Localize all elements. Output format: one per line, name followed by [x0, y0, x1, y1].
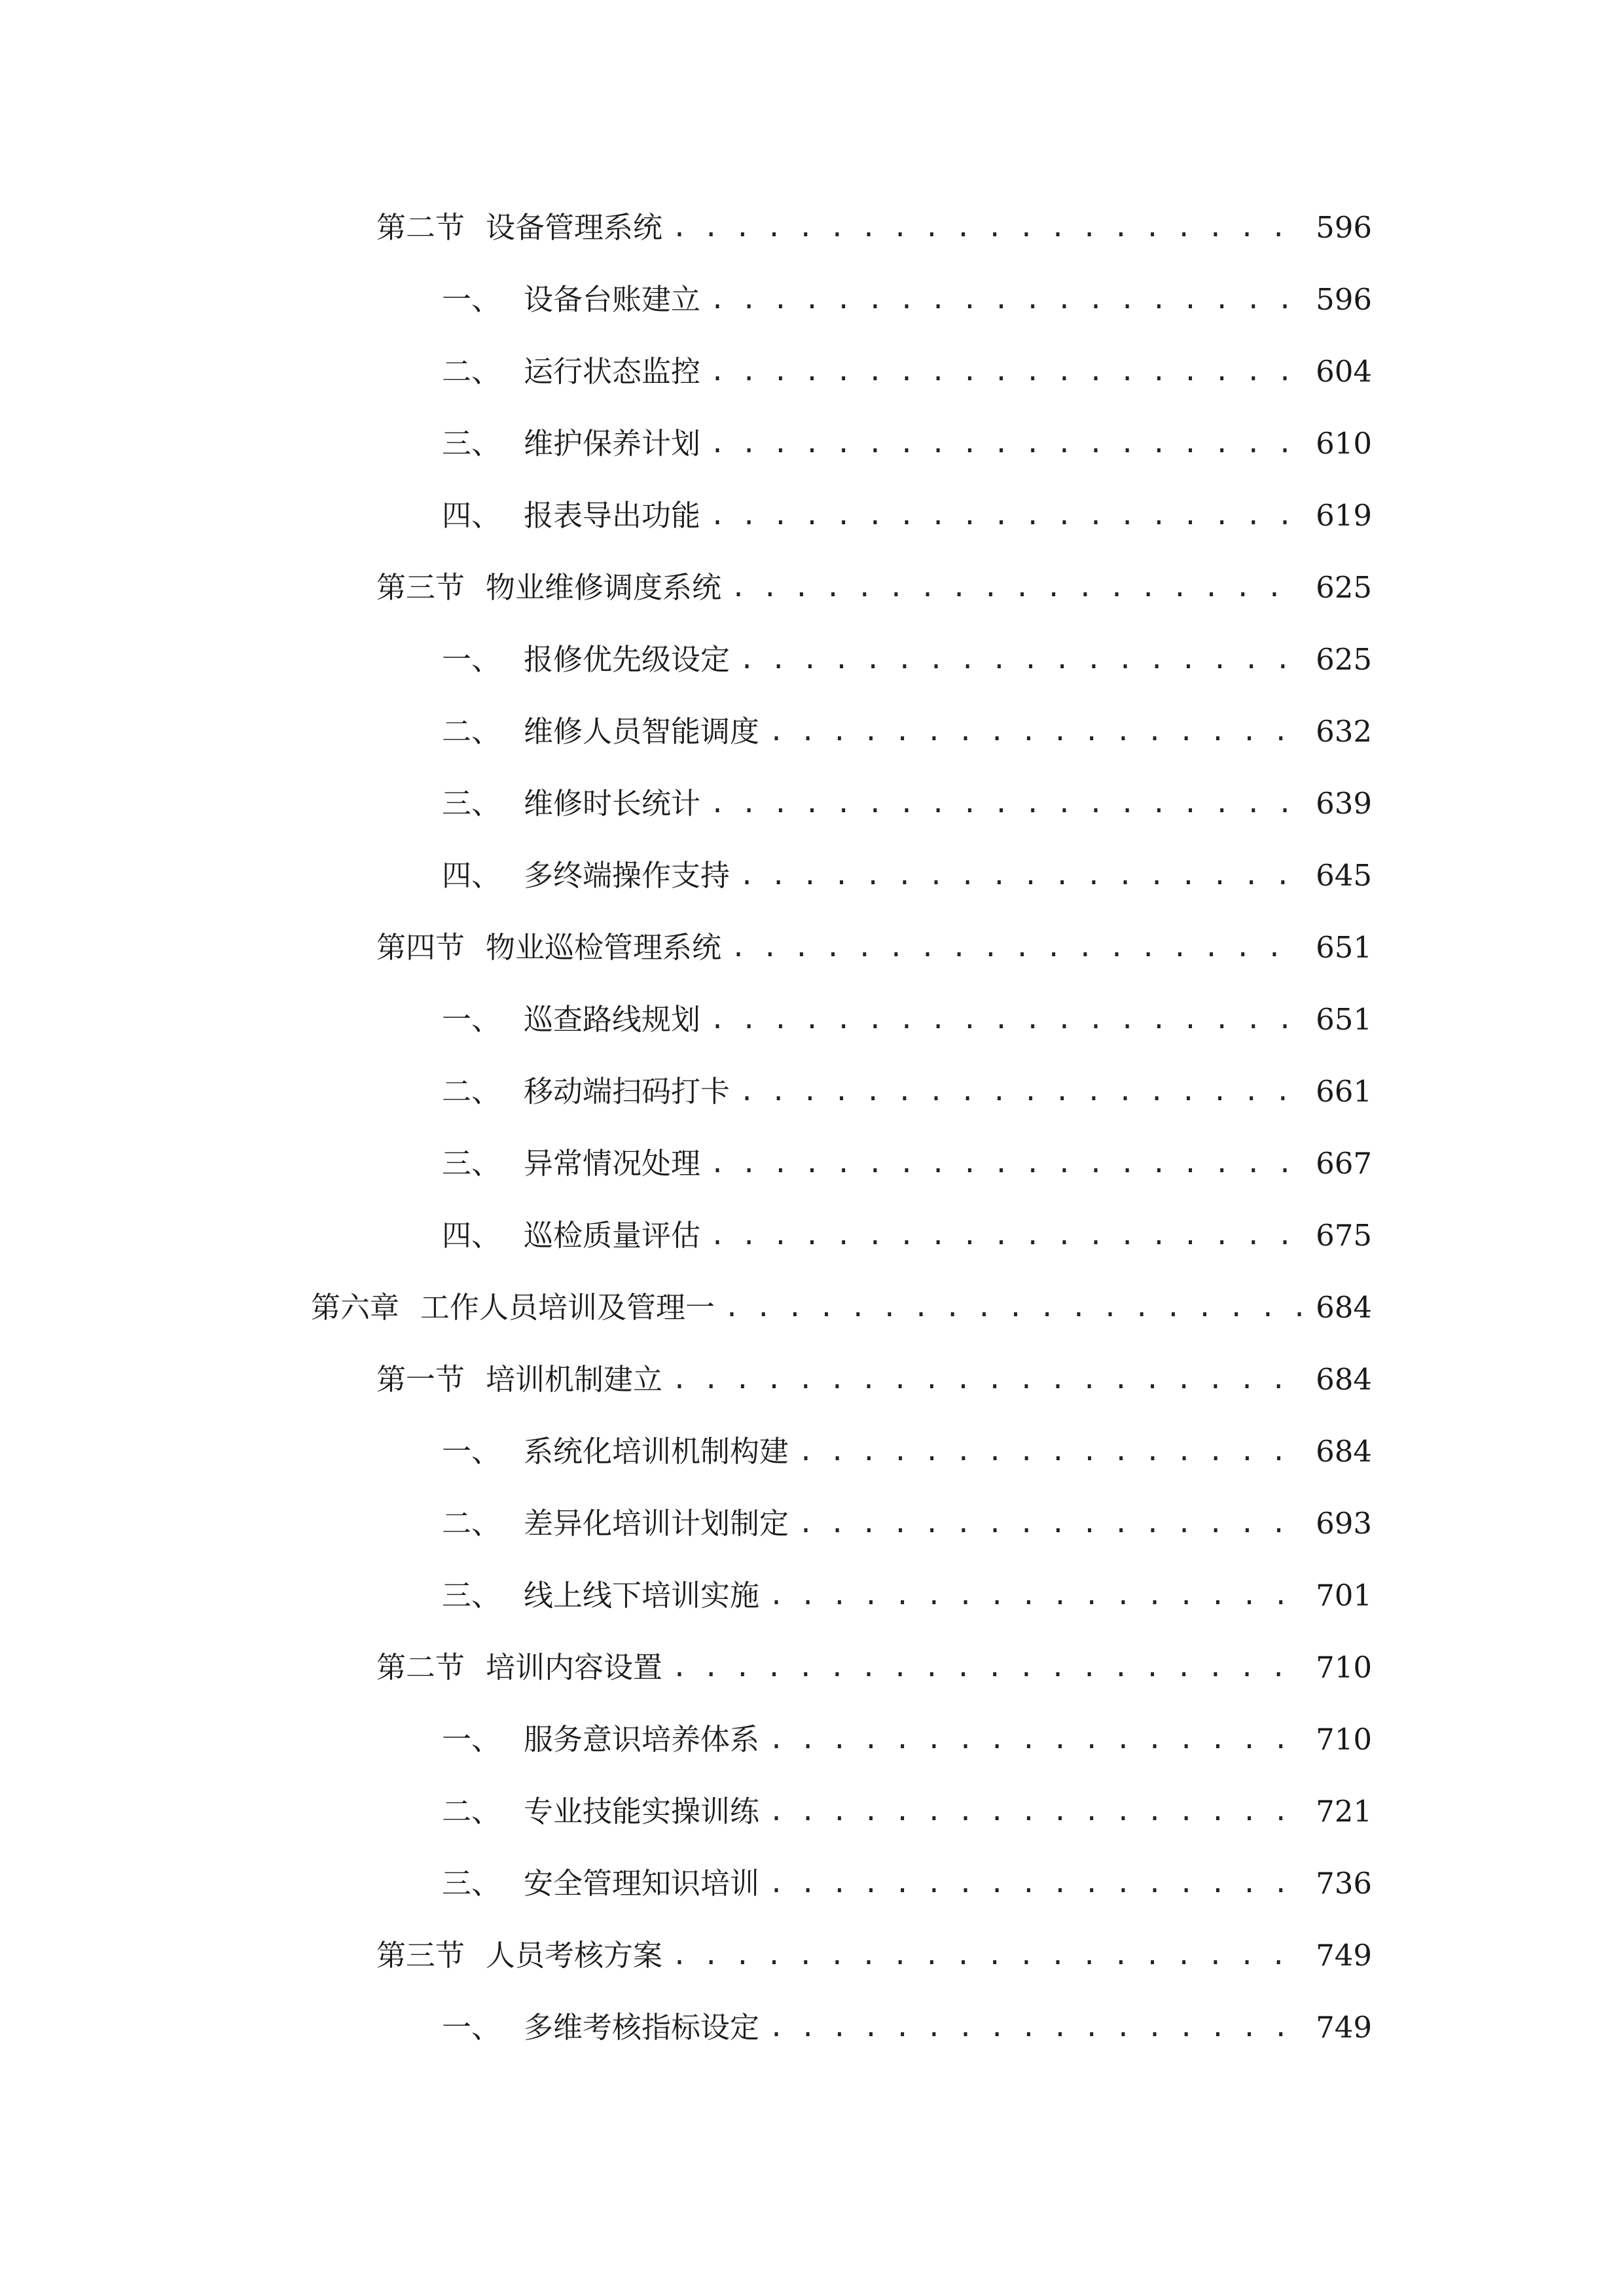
- toc-entry-number: 第三节: [376, 570, 465, 605]
- toc-entry-item[interactable]: [442, 1861, 1372, 1907]
- toc-dot-leader: [768, 709, 1304, 755]
- toc-dot-leader: [731, 565, 1304, 611]
- toc-dot-leader: [768, 2005, 1304, 2051]
- toc-entry-number: 二、: [442, 354, 501, 389]
- toc-entry-title: 多维考核指标设定: [524, 2010, 760, 2045]
- toc-entry-title: 安全管理知识培训: [524, 1866, 760, 1901]
- toc-entry-item[interactable]: [442, 1573, 1372, 1619]
- toc-entry-item[interactable]: [442, 1501, 1372, 1547]
- toc-entry-page: 625: [1316, 570, 1372, 605]
- toc-dot-leader: [672, 1933, 1304, 1979]
- toc-entry-title: 系统化培训机制构建: [524, 1434, 789, 1469]
- toc-entry-page: 667: [1316, 1146, 1372, 1181]
- toc-entry-number: 一、: [442, 282, 501, 317]
- toc-entry-number: 第四节: [376, 930, 465, 965]
- toc-entry-page: 693: [1316, 1506, 1372, 1541]
- toc-entry-title: 设备管理系统: [486, 210, 663, 245]
- toc-entry-number: 第二节: [376, 210, 465, 245]
- toc-entry-item[interactable]: [442, 1789, 1372, 1835]
- toc-entry-item[interactable]: [442, 853, 1372, 899]
- toc-entry-number: 四、: [442, 1218, 501, 1253]
- toc-entry-section[interactable]: [376, 1645, 1372, 1691]
- toc-entry-title: 异常情况处理: [524, 1146, 701, 1181]
- toc-entry-title: 运行状态监控: [524, 354, 701, 389]
- toc-entry-number: 二、: [442, 1794, 501, 1829]
- toc-entry-title: 线上线下培训实施: [524, 1578, 760, 1613]
- toc-entry-number: 一、: [442, 642, 501, 677]
- toc-entry-section[interactable]: [376, 205, 1372, 251]
- toc-entry-number: 一、: [442, 1002, 501, 1037]
- toc-entry-title: 物业巡检管理系统: [486, 930, 722, 965]
- toc-dot-leader: [798, 1501, 1304, 1547]
- toc-entry-number: 三、: [442, 1866, 501, 1901]
- toc-entry-title: 差异化培训计划制定: [524, 1506, 789, 1541]
- toc-entry-number: 三、: [442, 1578, 501, 1613]
- toc-entry-page: 675: [1316, 1218, 1372, 1253]
- toc-dot-leader: [724, 1285, 1304, 1331]
- toc-dot-leader: [768, 1573, 1304, 1619]
- toc-entry-item[interactable]: [442, 781, 1372, 827]
- toc-dot-leader: [672, 205, 1304, 251]
- toc-entry-item[interactable]: [442, 421, 1372, 467]
- toc-entry-item[interactable]: [442, 493, 1372, 539]
- toc-entry-page: 710: [1316, 1722, 1372, 1757]
- toc-entry-page: 619: [1316, 498, 1372, 533]
- toc-dot-leader: [739, 1069, 1304, 1115]
- toc-dot-leader: [739, 637, 1304, 683]
- toc-entry-title: 维护保养计划: [524, 426, 701, 461]
- toc-entry-page: 721: [1316, 1794, 1372, 1829]
- toc-entry-number: 二、: [442, 1506, 501, 1541]
- toc-entry-number: 四、: [442, 858, 501, 893]
- toc-dot-leader: [768, 1861, 1304, 1907]
- toc-entry-number: 二、: [442, 1074, 501, 1109]
- toc-entry-number: 第六章: [311, 1290, 400, 1325]
- toc-entry-page: 684: [1316, 1434, 1372, 1469]
- toc-entry-title: 巡检质量评估: [524, 1218, 701, 1253]
- toc-entry-item[interactable]: [442, 1429, 1372, 1475]
- toc-dot-leader: [710, 1141, 1304, 1187]
- toc-entry-title: 多终端操作支持: [524, 858, 731, 893]
- toc-entry-section[interactable]: [376, 1357, 1372, 1403]
- toc-entry-section[interactable]: [376, 1933, 1372, 1979]
- toc-entry-page: 610: [1316, 426, 1372, 461]
- toc-entry-item[interactable]: [442, 709, 1372, 755]
- toc-entry-page: 639: [1316, 786, 1372, 821]
- toc-entry-number: 第一节: [376, 1362, 465, 1397]
- toc-entry-title: 人员考核方案: [486, 1938, 663, 1973]
- toc-entry-page: 710: [1316, 1650, 1372, 1685]
- toc-dot-leader: [768, 1717, 1304, 1763]
- toc-dot-leader: [710, 421, 1304, 467]
- toc-entry-page: 596: [1316, 282, 1372, 317]
- toc-entry-number: 二、: [442, 714, 501, 749]
- toc-entry-title: 服务意识培养体系: [524, 1722, 760, 1757]
- toc-entry-title: 维修时长统计: [524, 786, 701, 821]
- toc-entry-item[interactable]: [442, 1717, 1372, 1763]
- toc-dot-leader: [710, 493, 1304, 539]
- toc-dot-leader: [739, 853, 1304, 899]
- toc-entry-page: 651: [1316, 930, 1372, 965]
- toc-entry-title: 设备台账建立: [524, 282, 701, 317]
- toc-dot-leader: [798, 1429, 1304, 1475]
- toc-entry-page: 661: [1316, 1074, 1372, 1109]
- toc-entry-page: 749: [1316, 2010, 1372, 2045]
- toc-entry-title: 报表导出功能: [524, 498, 701, 533]
- toc-entry-section[interactable]: [376, 925, 1372, 971]
- toc-entry-item[interactable]: [442, 997, 1372, 1043]
- toc-entry-title: 移动端扫码打卡: [524, 1074, 731, 1109]
- toc-dot-leader: [710, 349, 1304, 395]
- toc-entry-item[interactable]: [442, 637, 1372, 683]
- toc-entry-item[interactable]: [442, 1141, 1372, 1187]
- toc-entry-number: 四、: [442, 498, 501, 533]
- toc-entry-item[interactable]: [442, 277, 1372, 323]
- toc-entry-page: 701: [1316, 1578, 1372, 1613]
- toc-entry-chapter[interactable]: [311, 1285, 1372, 1331]
- toc-dot-leader: [710, 1213, 1304, 1259]
- toc-dot-leader: [731, 925, 1304, 971]
- toc-dot-leader: [710, 277, 1304, 323]
- toc-entry-page: 596: [1316, 210, 1372, 245]
- toc-entry-title: 物业维修调度系统: [486, 570, 722, 605]
- toc-entry-title: 培训机制建立: [486, 1362, 663, 1397]
- toc-entry-page: 651: [1316, 1002, 1372, 1037]
- toc-entry-section[interactable]: [376, 565, 1372, 611]
- toc-entry-page: 749: [1316, 1938, 1372, 1973]
- toc-entry-page: 684: [1316, 1362, 1372, 1397]
- toc-entry-item[interactable]: [442, 349, 1372, 395]
- toc-dot-leader: [710, 997, 1304, 1043]
- toc-entry-number: 三、: [442, 426, 501, 461]
- toc-entry-page: 632: [1316, 714, 1372, 749]
- toc-entry-page: 604: [1316, 354, 1372, 389]
- toc-entry-number: 一、: [442, 2010, 501, 2045]
- toc-dot-leader: [672, 1645, 1304, 1691]
- toc-entry-title: 报修优先级设定: [524, 642, 731, 677]
- toc-dot-leader: [672, 1357, 1304, 1403]
- toc-entry-title: 专业技能实操训练: [524, 1794, 760, 1829]
- toc-entry-title: 巡查路线规划: [524, 1002, 701, 1037]
- toc-entry-item[interactable]: [442, 1213, 1372, 1259]
- toc-entry-item[interactable]: [442, 1069, 1372, 1115]
- toc-entry-page: 645: [1316, 858, 1372, 893]
- toc-entry-number: 三、: [442, 1146, 501, 1181]
- toc-entry-number: 第二节: [376, 1650, 465, 1685]
- toc-entry-title: 培训内容设置: [486, 1650, 663, 1685]
- toc-dot-leader: [710, 781, 1304, 827]
- toc-entry-page: 625: [1316, 642, 1372, 677]
- toc-entry-number: 一、: [442, 1722, 501, 1757]
- toc-entry-number: 一、: [442, 1434, 501, 1469]
- toc-entry-title: 维修人员智能调度: [524, 714, 760, 749]
- toc-entry-page: 736: [1316, 1866, 1372, 1901]
- toc-dot-leader: [768, 1789, 1304, 1835]
- toc-entry-title: 工作人员培训及管理一: [420, 1290, 715, 1325]
- toc-entry-page: 684: [1316, 1290, 1372, 1325]
- toc-entry-item[interactable]: [442, 2005, 1372, 2051]
- toc-entry-number: 第三节: [376, 1938, 465, 1973]
- toc-entry-number: 三、: [442, 786, 501, 821]
